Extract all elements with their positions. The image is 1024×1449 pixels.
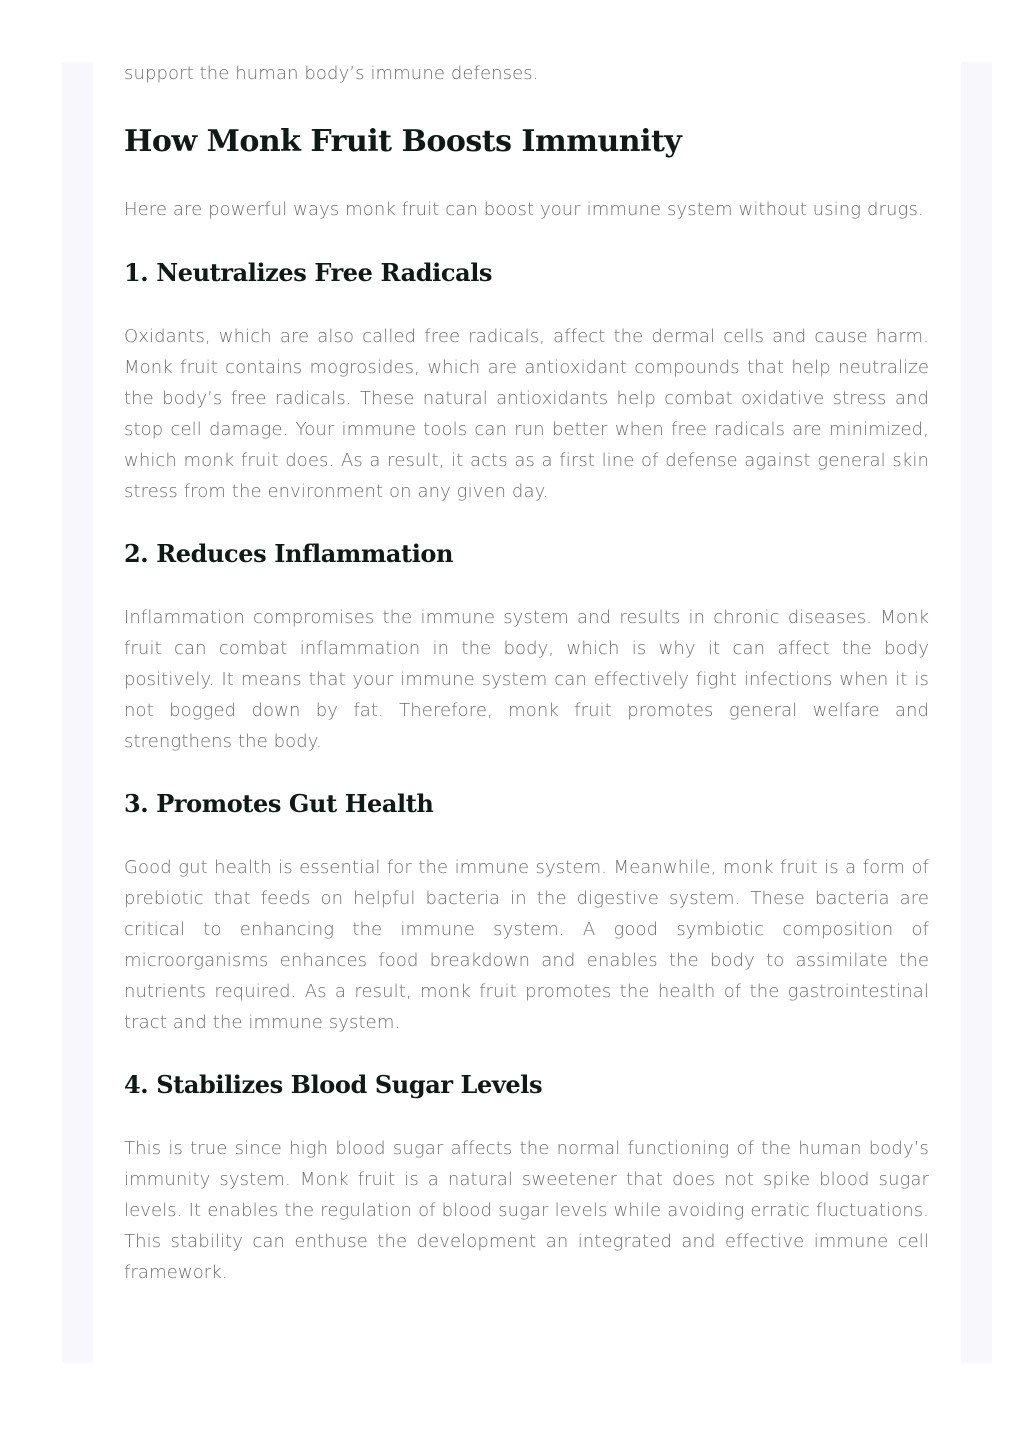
article-body [124,58,929,1318]
left-margin-band [62,62,93,1363]
section-body-neutralizes-free-radicals: Oxidants, which are also called free radicals, affect the dermal cells and cause harm. Monk fruit contains mogrosides, which are antioxidant compounds that help neutralize the body’s free radicals. These natural antioxidants help combat oxidative stress and stop cell damage. Your immune tools can run better when free radicals are minimized, which monk fruit does. As a result, it acts as a first line of defense against general skin stress from the environment on any given day. [124,326,929,502]
section-heading-stabilizes-blood-sugar: 4. Stabilizes Blood Sugar Levels [124,1070,543,1099]
section-body-promotes-gut-health: Good gut health is essential for the immune system. Meanwhile, monk fruit is a form of prebiotic that feeds on helpful bacteria in the digestive system. These bacteria are critical to enhancing the immune system. A good symbiotic composition of microorganisms enhances food breakdown and enables the body to assimilate the nutrients required. As a result, monk fruit promotes the health of the gastrointestinal tract and the immune system. [124,857,929,1033]
section-heading-promotes-gut-health: 3. Promotes Gut Health [124,789,434,818]
section-body-stabilizes-blood-sugar: This is true since high blood sugar affects the normal functioning of the human body’s immunity system. Monk fruit is a natural sweetener that does not spike blood sugar levels. It enables the regulation of blood sugar levels while avoiding erratic fluctuations. This stability can enthuse the development an integrated and effective immune cell framework. [124,1138,929,1283]
main-heading: How Monk Fruit Boosts Immunity [124,124,682,159]
section-heading-reduces-inflammation: 2. Reduces Inflammation [124,539,454,568]
section-body-reduces-inflammation: Inflammation compromises the immune system and results in chronic diseases. Monk fruit can combat inflammation in the body, which is why it can affect the body positively. It means that your immune system can effectively fight infections when it is not bogged down by fat. Therefore, monk fruit promotes general welfare and strengthens the body. [124,607,929,752]
right-margin-band [961,62,992,1363]
section-heading-neutralizes-free-radicals: 1. Neutralizes Free Radicals [124,258,493,287]
intro-paragraph: Here are powerful ways monk fruit can boost your immune system without using drugs. [124,199,924,220]
intro-tail-text: support the human body’s immune defenses. [124,63,539,84]
